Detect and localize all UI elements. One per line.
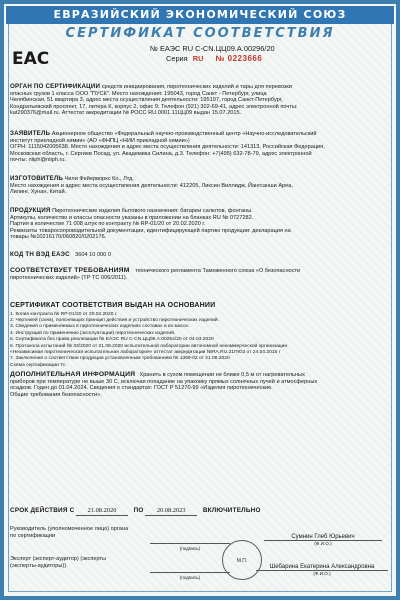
validity-section — [10, 508, 390, 516]
applicant-line: Московская область, г. Сергиев Посад, ул. Академика Силина, д.3. Телефон: +7(495) 632-78-79, адрес электронной — [10, 150, 312, 157]
organ-line: Челябинская, 51 квартира 3, адрес места осуществления деятельности: 195197, город Санкт-Петербург, — [10, 97, 283, 104]
conformity-label: СООТВЕТСТВУЕТ ТРЕБОВАНИЯМ — [10, 267, 130, 274]
validity-from: 21.08.2020 — [76, 508, 128, 516]
organ-section — [10, 84, 390, 117]
product-line: Партия в количестве 71 008 штук по контракту № RP-01/20 от 20.02.2020 г. — [10, 221, 206, 228]
conformity-section — [10, 268, 390, 281]
applicant-label: ЗАЯВИТЕЛЬ — [10, 130, 51, 137]
sign-caption: (подпись) — [179, 575, 201, 580]
organ-line: опасных грузов 1 класса ООО "ПУСК". Место нахождения: 195043, город Санкт - Петербург, улица — [10, 90, 267, 97]
validity-to-label: ПО — [133, 507, 144, 514]
extra-line: Общие требования безопасности». — [10, 391, 102, 398]
basis-item: 2. Чертежей (схем), поясняющих принцип действия и устройство пиротехнических изделий. — [10, 318, 219, 323]
manufacturer-section — [10, 176, 390, 196]
product-line: Реквизиты товаросопроводительной документации, идентифицирующей партию продукции: декларация на — [10, 227, 291, 234]
extra-line: приборов при температуре не выше 30 С, исключая попадание на упаковку прямых солнечных лучей и атмосферных — [10, 378, 318, 385]
series-line — [166, 54, 262, 63]
extra-line: Хранить в сухом помещении не ближе 0,5 м от нагревательных — [139, 372, 305, 378]
reg-prefix: № ЕАЭС — [150, 44, 181, 53]
product-line: Пиротехнические изделия бытового назначения: батареи салютов, фонтаны. — [52, 208, 253, 214]
extra-line: осадков. Годен до 01.04.2024. Сведения о стандартах: ГОСТ Р 51270-99 «Изделия пиротехнические. — [10, 385, 273, 392]
manufacturer-line: Место нахождения и адрес места осуществления деятельности: 412205, Ликсин Виллидж, Йангсанши Ареа, — [10, 182, 293, 189]
applicant-section — [10, 131, 390, 164]
applicant-line: Акционерное общество «Федеральный научно-производственный центр «Научно-исследовательский — [51, 131, 317, 137]
extra-label: ДОПОЛНИТЕЛЬНАЯ ИНФОРМАЦИЯ — [10, 371, 136, 378]
head-sign-underline — [150, 536, 230, 544]
product-line: Артикулы, количество и классы опасности указаны в приложении на бланках RU № 0727282. — [10, 214, 254, 221]
basis-item: «Независимая пиротехническая испытательная лаборатория» аттестат аккредитации №RA.RU.21ПЮ3 от 24.04.2015 г — [10, 350, 281, 356]
organ-line: средств инициирования, пиротехнических изделий и тары для перевозки — [101, 84, 293, 90]
applicant-line: ОГРН: 1115042005638. Место нахождения и адрес места осуществления деятельности: 141313, Российская Федерация, — [10, 144, 325, 151]
expert-label: Эксперт (эксперт-аудитор) (эксперты (эксперты-аудиторы)) — [10, 556, 107, 569]
tnved-value: 3604 10 000 0 — [75, 252, 111, 258]
product-line: товары №10216170/060820/0202176. — [10, 234, 107, 241]
basis-section — [10, 303, 390, 369]
series-label: Серия — [166, 54, 188, 63]
applicant-line: почты: niiph@niiph.ru. — [10, 157, 67, 164]
manufacturer-line: Чили Фейерворкс Ко., Лтд. — [64, 176, 134, 182]
tnved-section — [10, 252, 390, 259]
basis-item: 1. Копия контракта № RP-01/20 от 20.02.2020 г. — [10, 311, 118, 317]
expert-name-block — [256, 564, 392, 576]
validity-to: 20.08.2023 — [145, 508, 197, 516]
basis-item: 7. Заключения о соответствии продукции установленным требованиям № 1369-02 от 21.08.2020 — [10, 356, 230, 362]
fio-caption: (Ф.И.О.) — [313, 571, 331, 576]
head-name: Сумнин Глеб Юрьевич — [264, 534, 382, 541]
union-banner: ЕВРАЗИЙСКИЙ ЭКОНОМИЧЕСКИЙ СОЮЗ — [6, 6, 394, 24]
product-label: ПРОДУКЦИЯ — [10, 207, 51, 214]
stamp-seal: М.П. — [222, 540, 262, 580]
reg-value: RU С-CN.ЦЦ09.А.00296/20 — [182, 44, 275, 53]
conformity-line: технического регламента Таможенного союза «О безопасности — [135, 268, 301, 274]
basis-item: Схема сертификации 7с. — [10, 362, 67, 368]
series-number: № 0223666 — [215, 54, 263, 63]
product-section — [10, 208, 390, 241]
basis-item: 6. Протокола испытаний № 33/2020 от 21.08.2020 испытательной лаборатории автономной некоммерческой организации — [10, 343, 288, 349]
head-name-block — [264, 534, 390, 546]
certificate-title: СЕРТИФИКАТ СООТВЕТСТВИЯ — [65, 26, 335, 41]
validity-from-label: СРОК ДЕЙСТВИЯ С — [10, 507, 75, 514]
extra-section — [10, 372, 390, 398]
sign-caption: (подпись) — [179, 546, 201, 551]
fio-caption: (Ф.И.О.) — [314, 541, 332, 546]
expert-sign-underline — [150, 565, 230, 573]
organ-line: Кондратьевский проспект, 17, литера К, корпус 2, офис 9. Телефон (921) 302-69-41, адрес электронной почты: — [10, 103, 298, 110]
manufacturer-line: Лилинг, Хунан, Китай. — [10, 189, 67, 196]
eac-mark: ЕАС — [12, 49, 50, 69]
expert-name: Шебарина Екатерина Александровна — [256, 564, 388, 571]
basis-item: 4. Инструкций по применению (эксплуатации) пиротехнических изделий. — [10, 330, 176, 336]
basis-label: СЕРТИФИКАТ СООТВЕТСТВИЯ ВЫДАН НА ОСНОВАНИИ — [10, 302, 216, 309]
registration-number — [150, 44, 275, 53]
basis-item: 3. Сведения о применяемых в пиротехнических изделиях составах и их массе. — [10, 324, 190, 330]
basis-item: 5. Сертификата без права реализации № ЕАЭС RU C-CN.ЦЦ09.А.00254/20 от 04.03.2020 — [10, 337, 214, 343]
head-label: Руководитель (уполномоченное лицо) органа по сертификации — [10, 526, 129, 539]
manufacturer-label: ИЗГОТОВИТЕЛЬ — [10, 175, 64, 182]
tnved-label: КОД ТН ВЭД ЕАЭС — [10, 251, 70, 258]
validity-inclusive: ВКЛЮЧИТЕЛЬНО — [202, 507, 261, 514]
organ-line: kat290376@mail.ru. Аттестат аккредитации № РОСС RU.0001.11ЦЦ09 выдан 15.07.2015. — [10, 110, 242, 117]
conformity-line: пиротехнических изделий» (ТР ТС 006/2011). — [10, 274, 128, 281]
series-code: RU — [192, 54, 204, 63]
organ-label: ОРГАН ПО СЕРТИФИКАЦИИ — [10, 83, 101, 90]
applicant-line: институт прикладной химии» (АО «ФНПЦ «НИИ прикладной химии») — [10, 137, 190, 144]
